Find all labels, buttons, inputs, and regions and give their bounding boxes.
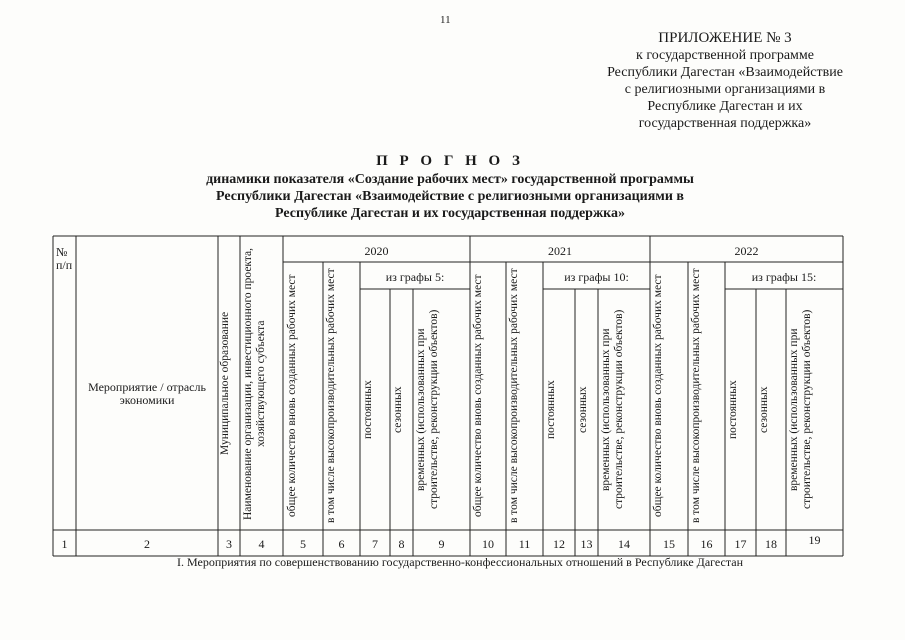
- col-number: 7: [372, 537, 378, 551]
- col-2022-temporary: временных (использованных при строительстве, реконструкции объектов): [788, 309, 813, 510]
- page-number: 11: [440, 14, 451, 26]
- col-2021-total: общее количество вновь созданных рабочих мест: [472, 274, 484, 518]
- col-number: 17: [734, 537, 747, 551]
- col-2020-seasonal: сезонных: [392, 386, 404, 433]
- col-org-header: Наименование организации, инвестиционного проекта, хозяйствующего субъекта: [242, 247, 267, 520]
- col-number: 6: [338, 537, 345, 551]
- appendix-line: к государственной программе: [636, 48, 814, 63]
- appendix-line: Республике Дагестан и их: [647, 99, 803, 114]
- col-number: 1: [61, 537, 68, 551]
- year-2020: 2020: [364, 244, 389, 258]
- of-column-10: из графы 10:: [564, 270, 629, 284]
- col-number: 9: [438, 537, 445, 551]
- col-2021-temporary: временных (использованных при строительстве, реконструкции объектов): [600, 309, 625, 510]
- col-number: 15: [663, 537, 675, 551]
- col-2020-total: общее количество вновь созданных рабочих мест: [286, 274, 298, 518]
- col-number: 19: [808, 533, 821, 547]
- year-2021: 2021: [548, 244, 572, 258]
- col-number: 12: [553, 537, 565, 551]
- col-2021-seasonal: сезонных: [577, 386, 589, 433]
- of-column-5: из графы 5:: [385, 270, 445, 284]
- col-number: 16: [700, 537, 713, 551]
- col-2022-permanent: постоянных: [727, 380, 739, 439]
- of-column-15: из графы 15:: [751, 270, 817, 284]
- col-number: 8: [398, 537, 405, 551]
- col-number: 11: [518, 537, 531, 551]
- col-2021-high-perf: в том числе высокопроизводительных рабочих мест: [508, 268, 520, 524]
- col-number: 2: [144, 537, 150, 551]
- col-number: 13: [580, 537, 593, 551]
- forecast-title: П Р О Г Н О З: [376, 153, 524, 169]
- col-number: 3: [226, 537, 232, 551]
- col-number: 18: [765, 537, 777, 551]
- col-2020-temporary: временных (использованных при строительстве, реконструкции объектов): [415, 309, 440, 510]
- forecast-subtitle-line: Республике Дагестан и их государственная поддержка»: [275, 206, 625, 221]
- appendix-line: с религиозными организациями в: [624, 82, 826, 97]
- col-2022-seasonal: сезонных: [758, 386, 770, 433]
- forecast-subtitle-line: Республики Дагестан «Взаимодействие с религиозными организациями в: [216, 189, 684, 204]
- appendix-line: государственная поддержка»: [638, 116, 812, 131]
- col-number: 5: [300, 537, 306, 551]
- col-number: 4: [258, 537, 265, 551]
- col-2020-permanent: постоянных: [362, 380, 374, 439]
- appendix-title: ПРИЛОЖЕНИЕ № 3: [658, 30, 792, 46]
- col-2020-high-perf: в том числе высокопроизводительных рабочих мест: [325, 268, 337, 524]
- section-heading: I. Мероприятия по совершенствованию государственно-конфессиональных отношений в Республике Дагестан: [176, 555, 744, 569]
- forecast-subtitle-line: динамики показателя «Создание рабочих мест» государственной программы: [206, 172, 694, 187]
- col-2022-total: общее количество вновь созданных рабочих мест: [652, 274, 664, 518]
- col-activity-header: Мероприятие / отрасль экономики: [88, 380, 206, 407]
- year-2022: 2022: [734, 244, 759, 258]
- col-municipality-header: Муниципальное образование: [219, 311, 231, 456]
- col-no-header: № п/п: [56, 245, 73, 272]
- col-number: 10: [482, 537, 494, 551]
- col-2021-permanent: постоянных: [545, 380, 557, 439]
- col-2022-high-perf: в том числе высокопроизводительных рабочих мест: [690, 268, 702, 524]
- col-number: 14: [618, 537, 630, 551]
- appendix-line: Республики Дагестан «Взаимодействие: [607, 65, 843, 80]
